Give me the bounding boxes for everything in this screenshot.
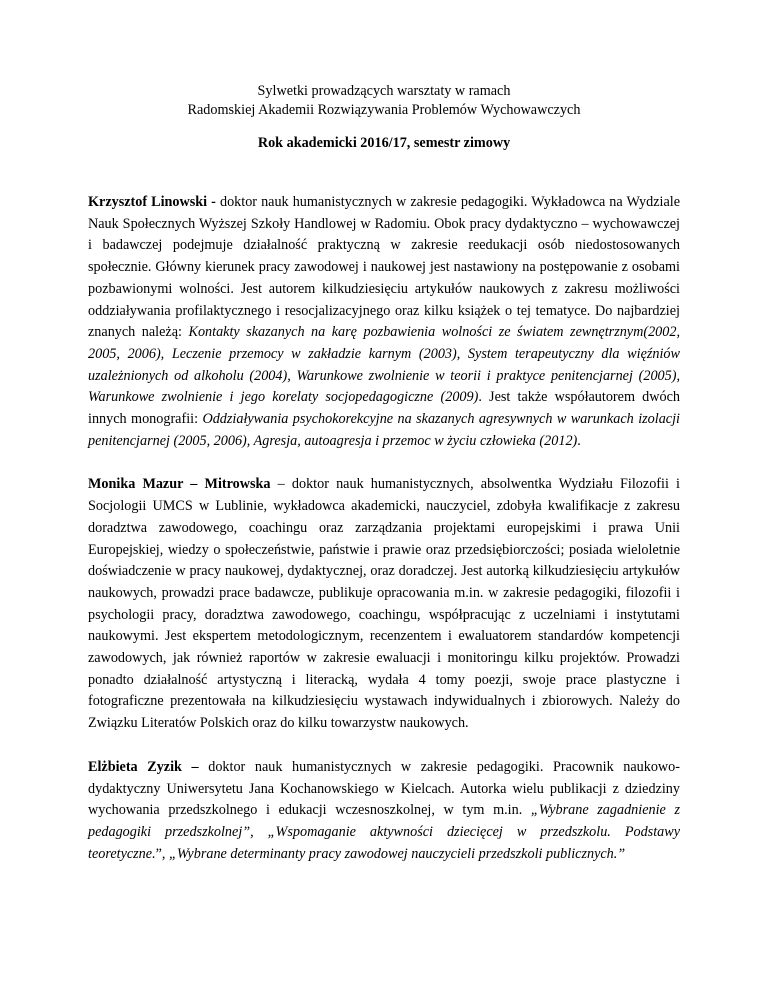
- bio-works: Oddziaływania psychokorekcyjne na skazanych agresywnych w warunkach izolacji penitencjarnej (2005, 2006), Agresja, autoagresja i przemoc w życiu człowieka (2012): [88, 411, 680, 449]
- header-title-line-1: Sylwetki prowadzących warsztaty w ramach: [257, 83, 511, 99]
- bio-text: ”,: [155, 845, 170, 862]
- document-page: [88, 82, 680, 880]
- bio-name: Monika Mazur – Mitrowska: [88, 476, 271, 493]
- bio-text: doktor nauk humanistycznych w zakresie pedagogiki. Pracownik naukowo-dydaktyczny Uniwersytetu Jana Kochanowskiego w Kielcach. Autorka wielu publikacji z dziedziny wychowania przedszkolnego i edukacji wczesnoszkolnej, w tym m.in.: [88, 758, 680, 819]
- bio-text: . Jest także współautorem dwóch innych monografii:: [88, 389, 680, 428]
- academic-year-subtitle: Rok akademicki 2016/17, semestr zimowy: [257, 135, 511, 151]
- bio-elzbieta-zyzik: [88, 757, 680, 866]
- bio-name: Krzysztof Linowski -: [88, 194, 216, 210]
- bio-name: Elżbieta Zyzik –: [88, 758, 199, 775]
- header-title-line-2: Radomskiej Akademii Rozwiązywania Problemów Wychowawczych: [187, 101, 581, 118]
- bio-text: – doktor nauk humanistycznych, absolwentka Wydziału Filozofii i Socjologii UMCS w Lublinie, wykładowca akademicki, nauczyciel, zdobyła kwalifikacje z zakresu doradztwa zawodowego, coachingu oraz zarządzania projektami europejskimi i prawa Unii Europejskiej, wiedzy o społeczeństwie, państwie i prawie oraz przedsiębiorczości; posiada wieloletnie doświadczenie w pracy naukowej, dydaktycznej, oraz doradczej. Jest autorką kilkudziesięciu artykułów naukowych, prowadzi prace badawcze, publikuje opracowania m.in. w zakresie pedagogiki, filozofii i psychologii pracy, doradztwa zawodowego, coachingu, współpracując z uczelniami i instytutami naukowymi. Jest ekspertem metodologicznym, recenzentem i ewaluatorem standardów kompetencji zawodowych, jak również raportów w zakresie ewaluacji i monitoringu kilku projektów. Prowadzi ponadto działalność artystyczną i literacką, wydała 4 tomy poezji, swoje prace plastyczne i fotograficzne prezentowała na kilkudziesięciu wystawach indywidualnych i zbiorowych. Należy do Związku Literatów Polskich oraz do kilku towarzystw naukowych.: [88, 476, 680, 732]
- bio-text: .: [577, 432, 581, 449]
- bio-monika-mazur-mitrowska: [88, 474, 680, 734]
- bio-krzysztof-linowski: [88, 192, 680, 452]
- bio-works: „Wybrane zagadnienie z pedagogiki przedszkolnej”, „Wspomaganie aktywności dziecięcej w przedszkolu. Podstawy teoretyczne.: [88, 802, 680, 862]
- bio-works: Kontakty skazanych na karę pozbawienia wolności ze światem zewnętrznym(2002, 2005, 2006), Leczenie przemocy w zakładzie karnym (2003), System terapeutyczny dla więźniów uzależnionych od alkoholu (2004), Warunkowe zwolnienie w teorii i praktyce penitencjarnej (2005), Warunkowe zwolnienie i jego korelaty socjopedagogiczne (2009): [88, 324, 680, 406]
- document-header: [88, 82, 680, 119]
- bio-text: doktor nauk humanistycznych w zakresie pedagogiki. Wykładowca na Wydziale Nauk Społecznych Wyższej Szkoły Handlowej w Radomiu. Obok pracy dydaktyczno – wychowawczej i badawczej podejmuje działalność praktyczną w zakresie reedukacji osób niedostosowanych społecznie. Główny kierunek pracy zawodowej i naukowej jest nastawiony na postępowanie z osobami pozbawionymi wolności. Jest autorem kilkudziesięciu artykułów naukowych z zakresu możliwości oddziaływania profilaktycznego i resocjalizacyjnego oraz kilku książek o tej tematyce. Do najbardziej znanych należą:: [88, 194, 680, 341]
- bio-works: „Wybrane determinanty pracy zawodowej nauczycieli przedszkoli publicznych.”: [169, 845, 626, 862]
